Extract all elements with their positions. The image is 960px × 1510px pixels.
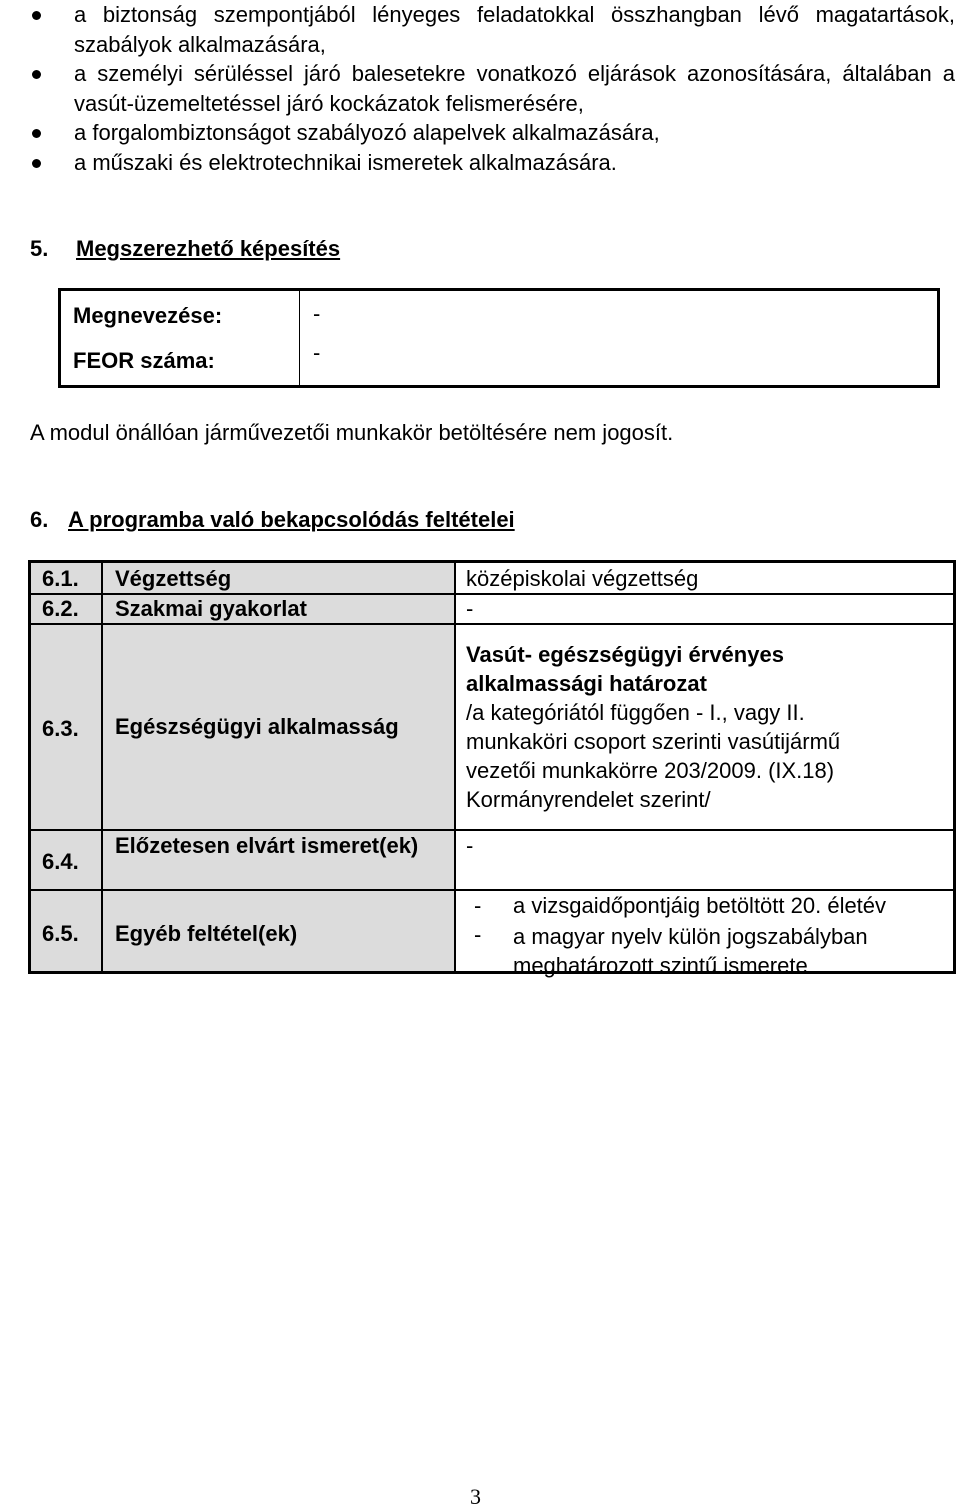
column-divider [101,563,103,971]
row-divider [31,889,953,891]
row-value: - [466,833,474,858]
page-number: 3 [470,1484,481,1509]
bullet-icon [32,70,41,79]
qualification-row-name [61,291,937,338]
section-number: 5. [30,236,49,261]
condition-dash: - [474,922,482,947]
bullet-item [30,0,955,59]
megnevezese-value: - [313,301,321,326]
row-label: Szakmai gyakorlat [115,596,307,621]
row-number: 6.4. [42,849,79,874]
condition-text: a magyar nyelv külön jogszabályban meghatározott szintű ismerete [513,924,868,978]
row-divider [31,623,953,625]
qualification-table [58,288,940,388]
section-title: A programba való bekapcsolódás feltételei [68,507,515,532]
section-6-heading [30,507,515,533]
bullet-icon [32,159,41,168]
bullet-item [30,59,955,118]
row-label: Végzettség [115,566,232,591]
health-requirement-value [466,640,906,814]
column-divider [454,563,456,971]
bullet-icon [32,11,41,20]
feor-label: FEOR száma: [73,348,215,373]
condition-text: a vizsgaidőpontjáig betöltött 20. életév [513,893,887,918]
health-requirement-title: Vasút- egészségügyi érvényes alkalmassági határozat [466,642,784,696]
health-requirement-detail: /a kategóriától függően - I., vagy II. munkaköri csoport szerinti vasútijármű vezetői munkakörre 203/2009. (IX.18) Kormányrendelet szerint/ [466,700,841,812]
row-divider [31,593,953,595]
bullet-text: a személyi sérüléssel járó balesetekre vonatkozó eljárások azonosítására, általában a vasút-üzemeltetéssel járó kockázatok felismerésére, [74,61,955,116]
row-value: középiskolai végzettség [466,566,699,591]
row-label: Egyéb feltétel(ek) [115,921,298,946]
bullet-text: a biztonság szempontjából lényeges feladatokkal összhangban lévő magatartások, szabályok alkalmazására, [74,2,955,57]
condition-dash: - [474,893,482,918]
bullet-list [30,0,955,177]
row-label: Egészségügyi alkalmasság [115,714,399,739]
row-number: 6.5. [42,921,79,946]
qualification-note: A modul önállóan járművezetői munkakör betöltésére nem jogosít. [30,420,674,445]
section-title: Megszerezhető képesítés [76,236,341,261]
section-number: 6. [30,507,49,532]
bullet-text: a forgalombiztonságot szabályozó alapelvek alkalmazására, [74,120,660,145]
row-number: 6.2. [42,596,79,621]
section-5-heading [30,236,340,262]
row-number: 6.1. [42,566,79,591]
row-value: - [466,596,474,621]
bullet-item [30,118,955,148]
row-number: 6.3. [42,716,79,741]
megnevezese-label: Megnevezése: [73,303,223,328]
bullet-icon [32,129,41,138]
feor-value: - [313,340,321,365]
qualification-row-feor [61,338,937,385]
requirements-table [28,560,956,978]
bullet-text: a műszaki és elektrotechnikai ismeretek alkalmazására. [74,149,617,175]
bullet-item [30,148,955,178]
row-label: Előzetesen elvárt ismeret(ek) [115,833,419,858]
